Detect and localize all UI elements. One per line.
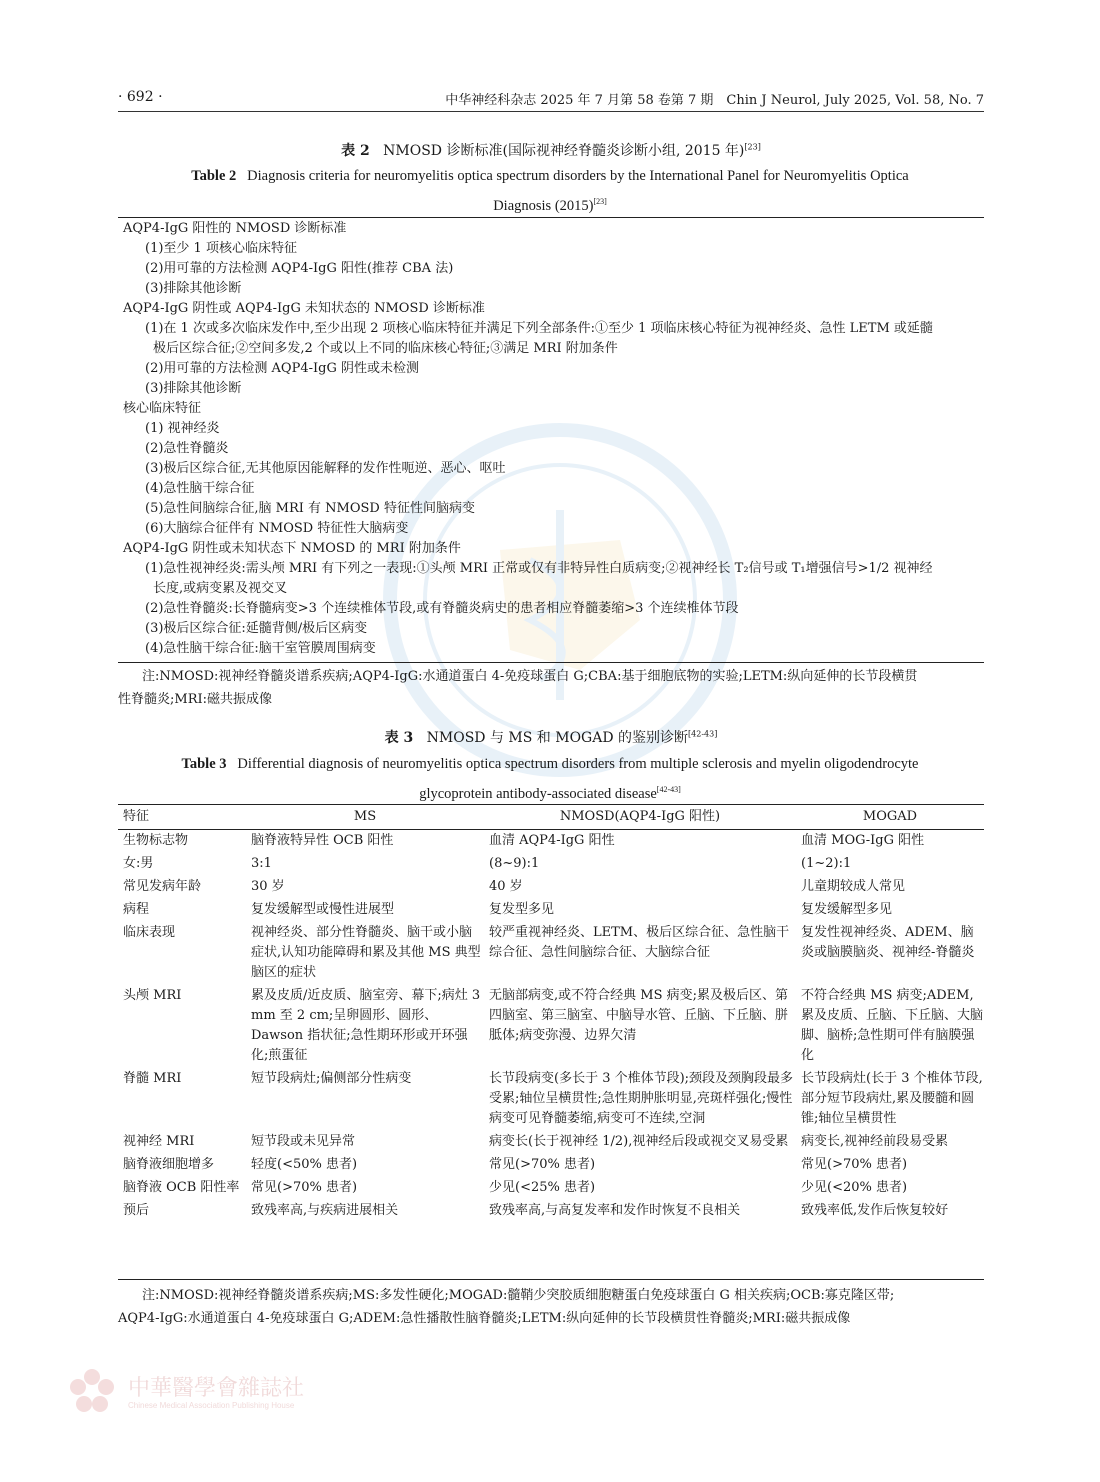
table2-criterion-row: (6)大脑综合征伴有 NMOSD 特征性大脑病变 xyxy=(145,521,409,536)
table2-caption-en xyxy=(150,163,950,219)
table2-criterion-row: (3)极后区综合征:延髓背侧/极后区病变 xyxy=(145,621,368,636)
table3-cell-mogad: 长节段病灶(长于 3 个椎体节段,部分短节段病灶,累及腰髓和圆锥;轴位呈横贯性 xyxy=(801,1071,983,1126)
table3-cell-nmosd: 病变长(长于视神经 1/2),视神经后段或视交叉易受累 xyxy=(489,1134,789,1149)
table2-section-heading: AQP4-IgG 阴性或未知状态下 NMOSD 的 MRI 附加条件 xyxy=(123,541,461,556)
table3-cell-ms: 累及皮质/近皮质、脑室旁、幕下;病灶 3 mm 至 2 cm;呈卵圆形、圆形、Dawson 指状征;急性期环形或开环强化;煎蛋征 xyxy=(251,988,481,1063)
table3-label-cn: 表 3 xyxy=(384,730,414,746)
table2-criterion-row: (2)用可靠的方法检测 AQP4-IgG 阳性(推荐 CBA 法) xyxy=(145,261,454,276)
table3-cell-feature: 视神经 MRI xyxy=(123,1134,195,1149)
table3-cell-feature: 脊髓 MRI xyxy=(123,1071,182,1086)
table3-note xyxy=(118,1284,984,1330)
table3-cell-ms: 致残率高,与疾病进展相关 xyxy=(251,1203,399,1218)
table3-cell-nmosd: 无脑部病变,或不符合经典 MS 病变;累及极后区、第四脑室、第三脑室、中脑导水管、丘脑、下丘脑、胼胝体;病变弥漫、边界欠清 xyxy=(489,988,789,1043)
table3-cell-mogad: 复发缓解型多见 xyxy=(801,902,893,917)
table3-cell-mogad: (1~2):1 xyxy=(801,856,852,871)
table2-criterion-row: (2)急性脊髓炎 xyxy=(145,441,229,456)
table3-cell-feature: 生物标志物 xyxy=(123,833,189,848)
table3-bottom-rule xyxy=(118,1279,984,1280)
table3-top-rule xyxy=(118,804,984,805)
table3-row xyxy=(118,1129,984,1152)
table2-criterion-row: (4)急性脑干综合征 xyxy=(145,481,255,496)
table3-cell-ms: 3:1 xyxy=(251,856,272,871)
table3-row xyxy=(118,897,984,920)
table3-row xyxy=(118,874,984,897)
table2-criterion-row: (3)排除其他诊断 xyxy=(145,381,242,396)
table3-cell-feature: 女:男 xyxy=(123,856,154,871)
table2-caption-cn xyxy=(118,140,984,160)
table3-header-row xyxy=(118,806,984,828)
table3-cell-ms: 短节段或未见异常 xyxy=(251,1134,356,1149)
table3-cell-nmosd: 致残率高,与高复发率和发作时恢复不良相关 xyxy=(489,1203,741,1218)
table3-cell-ms: 复发缓解型或慢性进展型 xyxy=(251,902,395,917)
table3-row xyxy=(118,1198,984,1221)
table3-header-rule xyxy=(118,829,984,830)
publisher-flower-icon xyxy=(68,1367,116,1415)
running-header xyxy=(118,89,984,112)
publisher-name-en: Chinese Medical Association Publishing House xyxy=(128,1401,295,1410)
journal-citation: 中华神经科杂志 2025 年 7 月第 58 卷第 7 期 Chin J Neurol, July 2025, Vol. 58, No. 7 xyxy=(445,93,984,108)
table3-ref-en: [42-43] xyxy=(656,785,681,794)
table3-cell-mogad: 复发性视神经炎、ADEM、脑炎或脑膜脑炎、视神经-脊髓炎 xyxy=(801,925,975,960)
table2-title-cn: NMOSD 诊断标准(国际视神经脊髓炎诊断小组, 2015 年) xyxy=(383,143,745,159)
table3-row xyxy=(118,1152,984,1175)
table3-cell-ms: 视神经炎、部分性脊髓炎、脑干或小脑症状,认知功能障碍和累及其他 MS 典型脑区的症状 xyxy=(251,925,481,980)
table3-cell-mogad: 血清 MOG-IgG 阳性 xyxy=(801,833,925,848)
table3-header-ms: MS xyxy=(353,809,377,824)
table3-cell-mogad: 致残率低,发作后恢复较好 xyxy=(801,1203,949,1218)
table3-cell-feature: 头颅 MRI xyxy=(123,988,182,1003)
table3-row xyxy=(118,983,984,1066)
table2-criterion-row: (2)用可靠的方法检测 AQP4-IgG 阴性或未检测 xyxy=(145,361,419,376)
table2-criterion-row: (1)急性视神经炎:需头颅 MRI 有下列之一表现:①头颅 MRI 正常或仅有非特异性白质病变;②视神经长 T₂信号或 T₁增强信号>1/2 视神经 xyxy=(145,561,933,576)
table2-ref-en: [23] xyxy=(593,197,607,206)
table2-top-rule xyxy=(118,217,984,218)
table3-cell-nmosd: 复发型多见 xyxy=(489,902,555,917)
table3-cell-feature: 脑脊液细胞增多 xyxy=(123,1157,215,1172)
table3-cell-ms: 30 岁 xyxy=(251,879,285,894)
table3-cell-nmosd: 常见(>70% 患者) xyxy=(489,1157,596,1172)
table2-title-en-line1: Diagnosis criteria for neuromyelitis optica spectrum disorders by the International Panel for Neuromyelitis Optica xyxy=(247,168,909,184)
table3-cell-mogad: 不符合经典 MS 病变;ADEM,累及皮质、丘脑、下丘脑、大脑脚、脑桥;急性期可伴有脑膜强化 xyxy=(801,988,984,1063)
table3-note-line1: 注:NMOSD:视神经脊髓炎谱系疾病;MS:多发性硬化;MOGAD:髓鞘少突胶质细胞糖蛋白免疫球蛋白 G 相关疾病;OCB:寡克隆区带; xyxy=(142,1288,895,1303)
table2-criterion-row: (3)极后区综合征,无其他原因能解释的发作性呃逆、恶心、呕吐 xyxy=(145,461,506,476)
table2-note-line1: 注:NMOSD:视神经脊髓炎谱系疾病;AQP4-IgG:水通道蛋白 4-免疫球蛋白 G;CBA:基于细胞底物的实验;LETM:纵向延伸的长节段横贯 xyxy=(142,669,918,684)
table3-cell-nmosd: 长节段病变(多长于 3 个椎体节段);颈段及颈胸段最多受累;轴位呈横贯性;急性期肿胀明显,亮斑样强化;慢性病变可见脊髓萎缩,病变可不连续,空洞 xyxy=(489,1071,794,1126)
table2-criterion-row: (4)急性脑干综合征:脑干室管膜周围病变 xyxy=(145,641,376,656)
table3-header-nmosd: NMOSD(AQP4-IgG 阳性) xyxy=(559,809,721,824)
table3-cell-mogad: 常见(>70% 患者) xyxy=(801,1157,908,1172)
table3-cell-ms: 短节段病灶;偏侧部分性病变 xyxy=(251,1071,412,1086)
table3-ref-cn: [42-43] xyxy=(688,729,718,739)
table3-cell-nmosd: 少见(<25% 患者) xyxy=(489,1180,596,1195)
table3-title-en-line1: Differential diagnosis of neuromyelitis optica spectrum disorders from multiple sclerosis and myelin oligodendrocyte xyxy=(237,756,919,772)
table2-bottom-rule xyxy=(118,662,984,663)
table2-criterion-row: 极后区综合征;②空间多发,2 个或以上不同的临床核心特征;③满足 MRI 附加条件 xyxy=(153,341,618,356)
table3-title-en-line2: glycoprotein antibody-associated disease xyxy=(419,785,657,802)
table3-row xyxy=(118,920,984,983)
table3-cell-mogad: 少见(<20% 患者) xyxy=(801,1180,908,1195)
table3-cell-ms: 脑脊液特异性 OCB 阳性 xyxy=(251,833,394,848)
table2-criterion-row: (5)急性间脑综合征,脑 MRI 有 NMOSD 特征性间脑病变 xyxy=(145,501,475,516)
table2-criterion-row: (1)至少 1 项核心临床特征 xyxy=(145,241,297,256)
table3-row xyxy=(118,1175,984,1198)
table3-row xyxy=(118,1066,984,1129)
table2-criterion-row: (1)在 1 次或多次临床发作中,至少出现 2 项核心临床特征并满足下列全部条件:①至少 1 项临床核心特征为视神经炎、急性 LETM 或延髓 xyxy=(145,321,933,336)
table3-cell-nmosd: 血清 AQP4-IgG 阳性 xyxy=(489,833,615,848)
table3-cell-feature: 临床表现 xyxy=(123,925,176,940)
table3-cell-feature: 预后 xyxy=(123,1203,150,1218)
table2-title-en-line2: Diagnosis (2015) xyxy=(493,197,594,214)
page-number: · 692 · xyxy=(118,89,163,105)
table3-cell-ms: 轻度(<50% 患者) xyxy=(251,1157,358,1172)
table3-cell-nmosd: 40 岁 xyxy=(489,879,523,894)
table3-cell-nmosd: 较严重视神经炎、LETM、极后区综合征、急性脑干综合征、急性间脑综合征、大脑综合征 xyxy=(489,925,790,960)
table3-body xyxy=(118,828,984,1221)
table2-body xyxy=(123,219,981,659)
table3-header-feature: 特征 xyxy=(123,809,150,824)
table2-ref-cn: [23] xyxy=(744,142,761,152)
table3-cell-feature: 病程 xyxy=(123,902,150,917)
table3-cell-mogad: 儿童期较成人常见 xyxy=(801,879,906,894)
table3-header-mogad: MOGAD xyxy=(862,809,918,824)
publisher-name-cn: 中華醫學會雜誌社 xyxy=(128,1376,305,1401)
table2-criterion-row: (1) 视神经炎 xyxy=(145,421,220,436)
table2-section-heading: 核心临床特征 xyxy=(123,401,202,416)
table3-cell-feature: 脑脊液 OCB 阳性率 xyxy=(123,1180,240,1195)
table3-row xyxy=(118,828,984,851)
table3-caption-cn xyxy=(118,727,984,747)
table2-criterion-row: 长度,或病变累及视交叉 xyxy=(153,581,288,596)
table3-cell-nmosd: (8~9):1 xyxy=(489,856,540,871)
table3 xyxy=(118,806,984,1221)
table3-cell-mogad: 病变长,视神经前段易受累 xyxy=(801,1134,949,1149)
table2-note-line2: 性脊髓炎;MRI:磁共振成像 xyxy=(118,692,272,707)
table2-label-cn: 表 2 xyxy=(341,143,370,159)
table2-note xyxy=(118,665,984,711)
table3-caption-en xyxy=(150,751,950,807)
table2-criterion-row: (2)急性脊髓炎:长脊髓病变>3 个连续椎体节段,或有脊髓炎病史的患者相应脊髓萎缩>3 个连续椎体节段 xyxy=(145,601,739,616)
table3-row xyxy=(118,851,984,874)
table3-title-cn: NMOSD 与 MS 和 MOGAD 的鉴别诊断 xyxy=(426,730,689,746)
table3-note-line2: AQP4-IgG:水通道蛋白 4-免疫球蛋白 G;ADEM:急性播散性脑脊髓炎;LETM:纵向延伸的长节段横贯性脊髓炎;MRI:磁共振成像 xyxy=(118,1311,851,1326)
table3-cell-feature: 常见发病年龄 xyxy=(123,879,202,894)
table2-criterion-row: (3)排除其他诊断 xyxy=(145,281,242,296)
table3-label-en: Table 3 xyxy=(181,756,227,772)
table2-section-heading: AQP4-IgG 阳性的 NMOSD 诊断标准 xyxy=(123,221,347,236)
publisher-logo xyxy=(68,1363,548,1423)
table2-section-heading: AQP4-IgG 阴性或 AQP4-IgG 未知状态的 NMOSD 诊断标准 xyxy=(123,301,485,316)
table2-label-en: Table 2 xyxy=(191,168,237,184)
table3-cell-ms: 常见(>70% 患者) xyxy=(251,1180,358,1195)
